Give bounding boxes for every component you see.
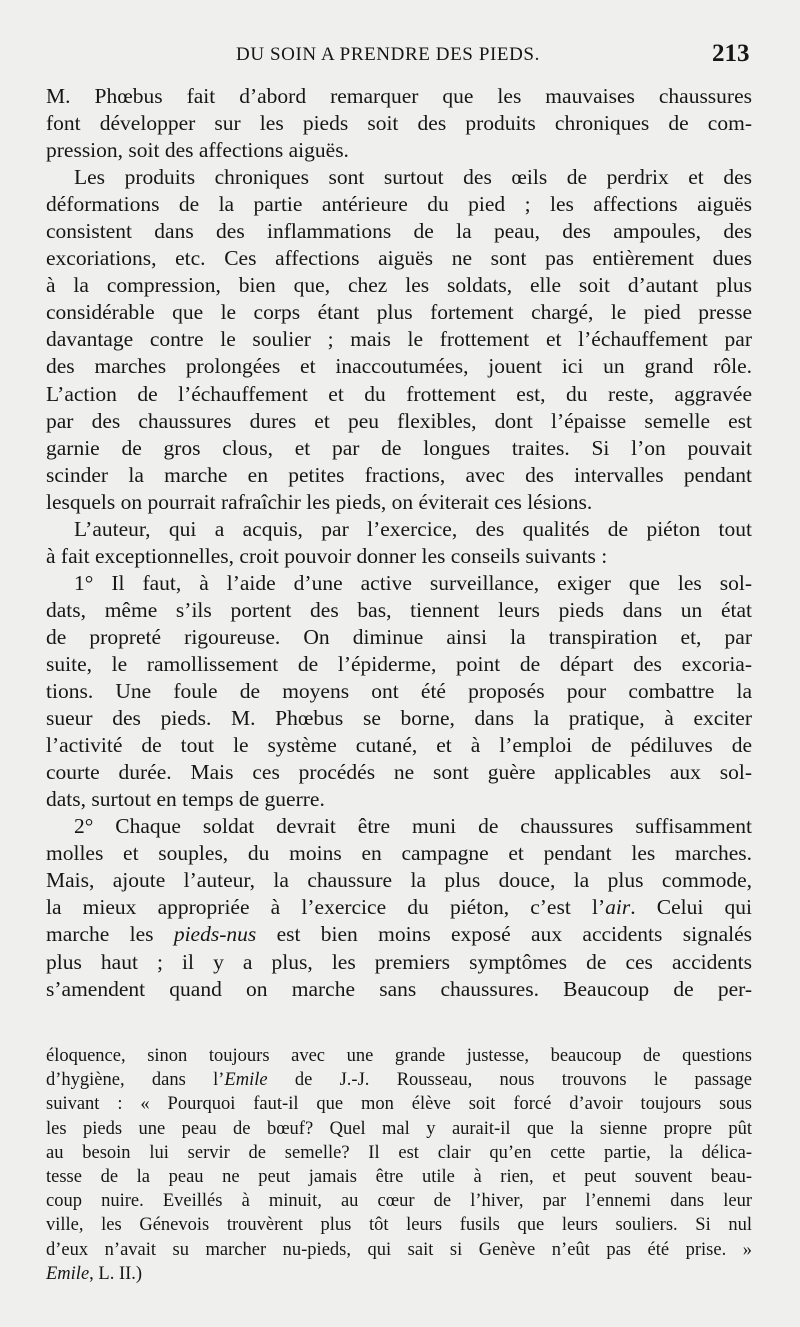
text-run: d’hygiène, dans l’ xyxy=(46,1070,225,1091)
footnote-line: coup nuire. Eveillés à minuit, au cœur de l’hiver, par l’ennemi dans leur xyxy=(46,1191,752,1212)
text-line: suite, le ramollissement de l’épiderme, point de départ des excoria- xyxy=(46,651,752,676)
text-line xyxy=(46,921,752,948)
text-line: dats, même s’ils portent des bas, tiennent leurs pieds dans un état xyxy=(46,597,752,622)
text-line: Mais, ajoute l’auteur, la chaussure la plus douce, la plus commode, xyxy=(46,868,752,893)
text-line: L’action de l’échauffement et du frottement est, du reste, aggravée xyxy=(46,381,752,406)
text-line: l’activité de tout le système cutané, et à l’emploi de pédiluves de xyxy=(46,733,752,758)
text-line: excoriations, etc. Ces affections aiguës ne sont pas entièrement dues xyxy=(46,246,752,271)
running-title: DU SOIN A PRENDRE DES PIEDS. xyxy=(236,44,540,65)
text-line: courte durée. Mais ces procédés ne sont guère applicables aux sol- xyxy=(46,760,752,785)
text-line: des marches prolongées et inaccoutumées, jouent ici un grand rôle. xyxy=(46,354,752,379)
text-line: déformations de la partie antérieure du pied ; les affections aiguës xyxy=(46,192,752,217)
italic-word: Emile xyxy=(46,1263,90,1284)
text-line: davantage contre le soulier ; mais le frottement et l’échauffement par xyxy=(46,327,752,352)
text-run: marche les xyxy=(46,922,174,947)
main-text xyxy=(46,83,752,1003)
footnote-line: d’eux n’avait su marcher nu-pieds, qui sait si Genève n’eût pas été prise. » xyxy=(46,1239,752,1260)
footnote-line: tesse de la peau ne peut jamais être utile à rien, et peut souvent beau- xyxy=(46,1166,752,1187)
text-line: M. Phœbus fait d’abord remarquer que les mauvaises chaussures xyxy=(46,84,752,108)
text-line: font développer sur les pieds soit des produits chroniques de com- xyxy=(46,111,752,136)
text-run: de J.-J. Rousseau, nous trouvons le passage xyxy=(267,1070,753,1091)
text-line: garnie de gros clous, et par de longues traites. Si l’on pouvait xyxy=(46,435,752,460)
text-line: Les produits chroniques sont surtout des œils de perdrix et des xyxy=(74,165,752,190)
text-line: sueur des pieds. M. Phœbus se borne, dans la pratique, à exciter xyxy=(46,706,752,731)
text-line: considérable que le corps étant plus fortement chargé, le pied presse xyxy=(46,300,752,325)
italic-word: air xyxy=(605,895,631,920)
text-run: , L. II.) xyxy=(89,1263,143,1284)
page-number: 213 xyxy=(712,40,750,67)
text-line: scinder la marche en petites fractions, avec des intervalles pendant xyxy=(46,462,752,487)
text-run: la mieux appropriée à l’exercice du piéton, c’est l’ xyxy=(46,895,606,920)
footnote-line: suivant : « Pourquoi faut-il que mon élève soit forcé d’avoir toujours sous xyxy=(46,1094,752,1115)
text-line: pression, soit des affections aiguës. xyxy=(46,138,349,163)
italic-word: Emile xyxy=(224,1070,268,1091)
text-line: molles et souples, du moins en campagne et pendant les marches. xyxy=(46,841,752,866)
text-line: plus haut ; il y a plus, les premiers symptômes de ces accidents xyxy=(46,949,752,974)
text-line xyxy=(46,894,752,921)
text-line: L’auteur, qui a acquis, par l’exercice, des qualités de piéton tout xyxy=(74,516,752,541)
footnote xyxy=(46,1044,752,1286)
text-line: lesquels on pourrait rafraîchir les pieds, on éviterait ces lésions. xyxy=(46,489,593,514)
footnote-line: ville, les Génevois trouvèrent plus tôt leurs fusils que leurs souliers. Si nul xyxy=(46,1215,752,1236)
text-line: par des chaussures dures et peu flexibles, dont l’épaisse semelle est xyxy=(46,408,752,433)
text-line: de propreté rigoureuse. On diminue ainsi la transpiration et, par xyxy=(46,624,752,649)
text-line: tions. Une foule de moyens ont été proposés pour combattre la xyxy=(46,679,752,704)
text-line: à fait exceptionnelles, croit pouvoir donner les conseils suivants : xyxy=(46,543,608,568)
text-line: s’amendent quand on marche sans chaussures. Beaucoup de per- xyxy=(46,976,752,1001)
page-header xyxy=(0,38,800,78)
footnote-line xyxy=(46,1068,752,1092)
text-line: consistent dans des inflammations de la peau, des ampoules, des xyxy=(46,219,752,244)
text-line: à la compression, bien que, chez les soldats, elle soit d’autant plus xyxy=(46,273,752,298)
footnote-line: les pieds une peau de bœuf? Quel mal y aurait-il que la sienne propre pût xyxy=(46,1118,752,1139)
text-line: dats, surtout en temps de guerre. xyxy=(46,787,325,812)
footnote-line: au besoin lui servir de semelle? Il est clair qu’en cette partie, la délica- xyxy=(46,1142,752,1163)
text-line: 1° Il faut, à l’aide d’une active surveillance, exiger que les sol- xyxy=(74,570,752,595)
footnote-line xyxy=(46,1262,752,1286)
text-run: . Celui qui xyxy=(630,895,752,920)
footnote-line: éloquence, sinon toujours avec une grande justesse, beaucoup de questions xyxy=(46,1046,752,1066)
italic-word: pieds-nus xyxy=(173,922,257,947)
text-run: est bien moins exposé aux accidents signalés xyxy=(256,922,752,947)
text-line: 2° Chaque soldat devrait être muni de chaussures suffisamment xyxy=(74,814,752,839)
